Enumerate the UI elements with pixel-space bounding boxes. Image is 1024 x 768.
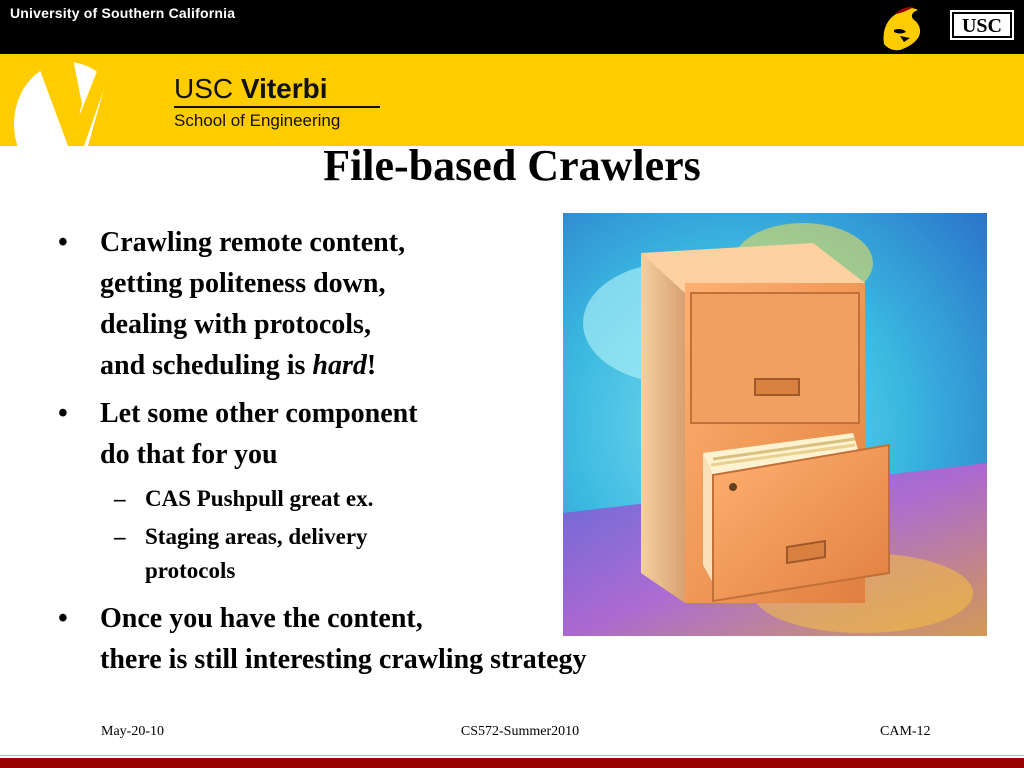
sub-bullet-2 — [56, 520, 445, 588]
sub-bullet-marker: – — [114, 524, 126, 549]
footer-slide-id: CAM-12 — [880, 724, 931, 739]
bullet-3 — [56, 598, 760, 680]
school-viterbi-word: Viterbi — [240, 73, 328, 104]
trojan-head-logo — [876, 4, 928, 52]
bullet-1-line-3: dealing with protocols, — [100, 309, 371, 340]
usc-logo — [950, 10, 1014, 40]
footer-date: May-20-10 — [101, 724, 164, 739]
footer-course: CS572-Summer2010 — [460, 724, 580, 739]
top-banner — [0, 0, 1024, 54]
bullet-3-line-2: there is still interesting crawling strategy — [100, 644, 587, 675]
bullet-1 — [56, 222, 500, 386]
school-subtitle: School of Engineering — [174, 111, 341, 130]
bullet-3-line-1: Once you have the content, — [100, 603, 423, 634]
bullet-1-emphasis: hard — [312, 350, 367, 381]
viterbi-v-logo — [14, 54, 154, 146]
university-name: University of Southern California — [10, 5, 236, 21]
bullet-marker: • — [58, 398, 68, 429]
slide-body — [56, 222, 716, 687]
bullet-marker: • — [58, 227, 68, 258]
bullet-2 — [56, 393, 520, 475]
wordmark-divider — [174, 106, 380, 108]
bullet-marker: • — [58, 603, 68, 634]
bullet-1-line-2: getting politeness down, — [100, 268, 386, 299]
sub-bullet-1 — [56, 482, 445, 516]
usc-logo-text: USC — [961, 15, 1003, 37]
bullet-1-line-1: Crawling remote content, — [100, 227, 406, 258]
slide-title: File-based Crawlers — [323, 141, 701, 190]
bullet-1-prefix: and scheduling is — [100, 350, 313, 381]
sub-bullet-2-text: Staging areas, delivery protocols — [145, 524, 368, 583]
bullet-1-suffix: ! — [366, 350, 377, 381]
school-wordmark — [174, 74, 380, 131]
bullet-2-line-2: do that for you — [100, 439, 278, 470]
bullet-1-line-4 — [100, 345, 500, 386]
sub-bullet-marker: – — [114, 486, 126, 511]
footer-divider — [0, 755, 1024, 756]
school-usc-word: USC — [174, 73, 234, 104]
footer-cardinal-bar — [0, 758, 1024, 768]
bullet-2-line-1: Let some other component — [100, 398, 418, 429]
sub-bullet-1-text: CAS Pushpull great ex. — [145, 486, 374, 511]
